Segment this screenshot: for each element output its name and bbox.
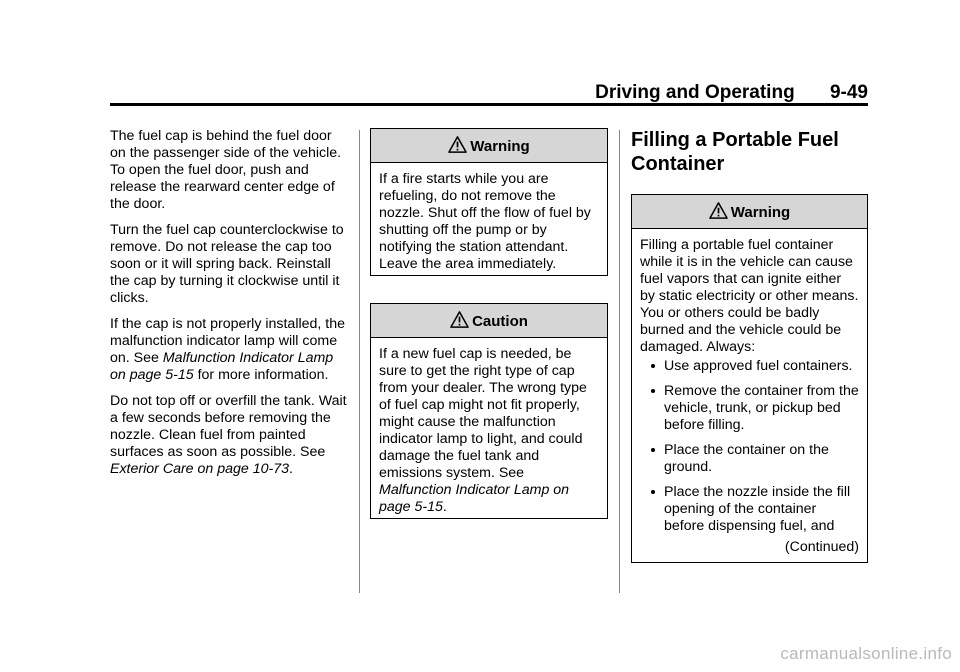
warning-triangle-icon — [448, 135, 467, 154]
bullet-icon — [651, 364, 655, 368]
link-malfunction-indicator[interactable]: Malfunction Indicator Lamp on page 5-15 — [110, 350, 334, 383]
bullet-icon — [651, 389, 655, 393]
link-exterior-care[interactable]: Exterior Care on page 10-73 — [110, 461, 290, 477]
warning-box-body-portable: Filling a portable fuel container while it is in the vehicle can cause fuel vapors that can ignite either by static electricity or other means. You or others could be badly burned and the vehicle could be damaged. Always: Use approved fuel containers. Remove the container from the vehicle, trunk, or pickup bed before filling. Place the container on the ground. Place the nozzle inside the fill opening of the container before dispensing fuel, and (Continued) — [640, 237, 859, 555]
caution-box-body: If a new fuel cap is needed, be sure to get the right type of cap from your dealer. The wrong type of fuel cap might not fit properly, might cause the malfunction indicator lamp to light, and could damage the fuel tank and emissions system. See Malfunction Indicator Lamp on page 5-15. — [379, 346, 587, 515]
page-number: 9-49 — [829, 82, 868, 103]
column-3 — [631, 128, 868, 563]
bullet-icon — [651, 448, 655, 452]
section-title: Driving and Operating — [595, 82, 795, 103]
page-header — [595, 82, 868, 104]
paragraph-cap-installed: If the cap is not properly installed, the malfunction indicator lamp will come on. See Malfunction Indicator Lamp on page 5-15 for more information. — [110, 316, 346, 383]
column-divider-left — [359, 130, 360, 593]
link-malfunction-indicator-caution[interactable]: Malfunction Indicator Lamp on page 5-15 — [379, 482, 570, 515]
paragraph-top-off: Do not top off or overfill the tank. Wait a few seconds before removing the nozzle. Clean fuel from painted surfaces as soon as possible. See Exterior Care on page 10-73. — [110, 393, 347, 477]
warning-triangle-icon — [709, 201, 728, 220]
precaution-list — [640, 358, 859, 535]
list-item: Remove the container from the vehicle, trunk, or pickup bed before filling. — [640, 383, 859, 434]
warning-box-body: If a fire starts while you are refueling, do not remove the nozzle. Shut off the flow of fuel by shutting off the pump or by notifying the station attendant. Leave the area immediately. — [379, 171, 591, 272]
warning-box-title: Warning — [371, 129, 607, 163]
column-divider-right — [619, 130, 620, 593]
watermark: carmanualsonline.info — [780, 644, 952, 663]
paragraph-fuel-door: The fuel cap is behind the fuel door on the passenger side of the vehicle. To open the fuel door, push and release the rearward center edge of the door. — [110, 128, 342, 212]
list-item: Place the nozzle inside the fill opening of the container before dispensing fuel, and — [640, 484, 859, 535]
list-item: Use approved fuel containers. — [640, 358, 859, 375]
warning-box-title-portable: Warning — [632, 195, 867, 229]
caution-triangle-icon — [450, 310, 469, 329]
column-1 — [110, 128, 350, 487]
column-2 — [370, 128, 608, 519]
continued-label: (Continued) — [784, 539, 859, 555]
caution-box-title: Caution — [371, 304, 607, 338]
list-item: Place the container on the ground. — [640, 442, 859, 476]
caution-box-fuel-cap — [370, 303, 608, 519]
warning-box-fire — [370, 128, 608, 276]
paragraph-fuel-cap: Turn the fuel cap counterclockwise to remove. Do not release the cap too soon or it will spring back. Reinstall the cap by turning it clockwise until it clicks. — [110, 222, 344, 306]
warning-box-portable — [631, 194, 868, 563]
section-heading-portable-container: Filling a Portable Fuel Container — [631, 129, 839, 175]
header-rule — [110, 103, 868, 106]
bullet-icon — [651, 490, 655, 494]
